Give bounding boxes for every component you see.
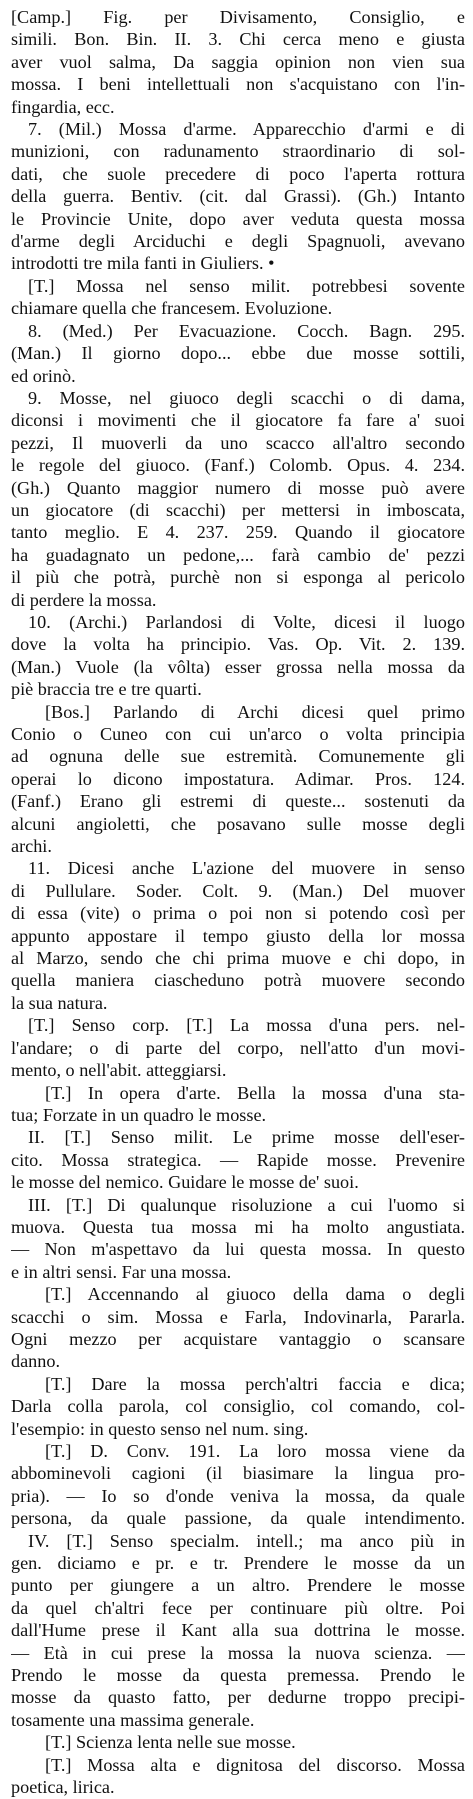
text-line: introdotti tre mila fanti in Giuliers. • bbox=[11, 253, 275, 274]
text-line: tua; Forzate in un quadro le mosse. bbox=[11, 1104, 267, 1125]
text-line: la sua natura. bbox=[11, 992, 108, 1013]
text-line: d'arme degli Arciduchi e degli Spagnuoli, avevano bbox=[11, 231, 465, 252]
text-line: di essa (vite) o prima o poi non si potendo così per bbox=[11, 903, 465, 924]
text-line: muova. Questa tua mossa mi ha molto angustiata. bbox=[11, 1216, 465, 1237]
text-line: — Età in cui prese la mossa la nuova scienza. — bbox=[11, 1642, 465, 1663]
text-line: al Marzo, sendo che chi prima muove e chi dopo, in bbox=[11, 948, 465, 969]
sense-7-heading: 7. (Mil.) Mossa d'arme. Apparecchio d'armi e di bbox=[28, 119, 465, 140]
text-line: ad ognuna delle sue estremità. Comunemente gli bbox=[11, 746, 465, 767]
text-line: un giocatore (di scacchi) per mettersi in imboscata, bbox=[11, 499, 465, 520]
sense-8-heading: 8. (Med.) Per Evacuazione. Cocch. Bagn. 295. bbox=[28, 320, 465, 341]
text-line: pezzi, Il muoverli da uno scacco all'altro secondo bbox=[11, 432, 465, 453]
text-line: il più che potrà, purchè non si esponga al pericolo bbox=[11, 567, 465, 588]
sense-II-heading: II. [T.] Senso milit. Le prime mosse dell'eser- bbox=[28, 1127, 465, 1148]
text-line: [T.] Senso corp. [T.] La mossa d'una pers. nel- bbox=[28, 1015, 465, 1036]
text-line: gen. diciamo e pr. e tr. Prendere le mosse da un bbox=[11, 1553, 465, 1574]
text-line: persona, da quale passione, da quale intendimento. bbox=[11, 1508, 465, 1529]
text-line: della guerra. Bentiv. (cit. dal Grassi). (Gh.) Intanto bbox=[11, 186, 465, 207]
text-line: operai lo dicono impostatura. Adimar. Pros. 124. bbox=[11, 768, 465, 789]
text-line: (Man.) Vuole (la vôlta) esser grossa nella mossa da bbox=[11, 656, 465, 677]
text-line: [T.] In opera d'arte. Bella la mossa d'una sta- bbox=[45, 1082, 465, 1103]
text-line: dall'Hume prese il Kant alla sua dottrina le mosse. bbox=[11, 1620, 465, 1641]
text-line: (Gh.) Quanto maggior numero di mosse può avere bbox=[11, 477, 465, 498]
text-line: (Man.) Il giorno dopo... ebbe due mosse sottili, bbox=[11, 343, 465, 364]
text-line: tosamente una massima generale. bbox=[11, 1709, 255, 1730]
text-line: munizioni, con radunamento straordinario di sol- bbox=[11, 141, 465, 162]
text-line: mento, o nell'abit. atteggiarsi. bbox=[11, 1060, 227, 1081]
text-line: le mosse del nemico. Guidare le mosse de' suoi. bbox=[11, 1172, 359, 1193]
text-line: scacchi o sim. Mossa e Farla, Indovinarla, Pararla. bbox=[11, 1306, 465, 1327]
text-line: aver vuol salma, Da saggia opinion non vien sua bbox=[11, 51, 465, 72]
text-line: (Fanf.) Erano gli estremi di queste... sostenuti da bbox=[11, 791, 465, 812]
text-line: [T.] D. Conv. 191. La loro mossa viene da bbox=[45, 1441, 465, 1461]
text-line: l'andare; o di parte del corpo, nell'atto d'un movi- bbox=[11, 1037, 465, 1058]
text-line: Darla colla parola, col consiglio, col comando, col- bbox=[11, 1396, 465, 1417]
text-line: e in altri sensi. Far una mossa. bbox=[11, 1261, 232, 1282]
text-line: simili. Bon. Bin. II. 3. Chi cerca meno e giusta bbox=[11, 29, 465, 50]
text-line: mossa. I beni intellettuali non s'acquistano con l'in- bbox=[11, 74, 465, 95]
text-line: dove la volta ha principio. Vas. Op. Vit. 2. 139. bbox=[11, 634, 465, 655]
text-line: piè braccia tre e tre quarti. bbox=[11, 679, 202, 700]
text-line: poetica, lirica. bbox=[11, 1777, 115, 1798]
text-line: archi. bbox=[11, 836, 52, 857]
text-line: le regole del giuoco. (Fanf.) Colomb. Opus. 4. 234. bbox=[11, 455, 465, 476]
text-line: alcuni angioletti, che posavano sulle mosse degli bbox=[11, 813, 465, 834]
text-line: [T.] Accennando al giuoco della dama o degli bbox=[45, 1284, 465, 1305]
text-line: [Bos.] Parlando di Archi dicesi quel primo bbox=[45, 701, 465, 722]
sense-III-heading: III. [T.] Di qualunque risoluzione a cui l'uomo si bbox=[28, 1194, 465, 1215]
text-line: danno. bbox=[11, 1351, 60, 1372]
text-line: [T.] Mossa nel senso milit. potrebbesi sovente bbox=[28, 275, 465, 296]
text-line: chiamare quella che francesem. Evoluzione. bbox=[11, 298, 333, 319]
text-line: ha guadagnato un pedone,... farà cambio de' pezzi bbox=[11, 544, 465, 565]
text-line: Conio o Cuneo con cui un'arco o volta principia bbox=[11, 724, 465, 744]
text-line: fingardia, ecc. bbox=[11, 96, 115, 117]
sense-10-heading: 10. (Archi.) Parlandosi di Volte, dicesi il luogo bbox=[28, 611, 465, 632]
text-line: [T.] Dare la mossa perch'altri faccia e dica; bbox=[45, 1373, 465, 1394]
text-line: — Non m'aspettavo da lui questa mossa. In questo bbox=[11, 1239, 465, 1260]
text-line: ed orinò. bbox=[11, 365, 76, 386]
text-line: tanto meglio. E 4. 237. 259. Quando il giocatore bbox=[11, 522, 465, 543]
text-line: diconsi i movimenti che il giocatore fa fare a' suoi bbox=[11, 410, 465, 431]
sense-9-heading: 9. Mosse, nel giuoco degli scacchi o di dama, bbox=[28, 387, 465, 408]
text-line: da quel ch'altri fece per continuare più oltre. Poi bbox=[11, 1597, 465, 1618]
text-line: pria). — Io so d'onde veniva la mossa, da quale bbox=[11, 1485, 465, 1506]
text-line: appunto appostare il tempo giusto della lor mossa bbox=[11, 925, 465, 946]
text-line: di Pullulare. Soder. Colt. 9. (Man.) Del muover bbox=[11, 880, 465, 901]
text-line: di perdere la mossa. bbox=[11, 589, 157, 610]
text-line: dati, che suole precedere di poco l'aperta rottura bbox=[11, 163, 465, 184]
text-line: quella maniera ciascheduno potrà muovere secondo bbox=[11, 970, 465, 991]
text-line: Ogni mezzo per acquistare vantaggio o scansare bbox=[11, 1328, 465, 1349]
sense-11-heading: 11. Dicesi anche L'azione del muovere in senso bbox=[28, 858, 465, 879]
text-line: abbominevoli cagioni (il biasimare la lingua pro- bbox=[11, 1463, 465, 1484]
sense-IV-heading: IV. [T.] Senso specialm. intell.; ma anco più in bbox=[28, 1530, 465, 1551]
text-line: Prendo le mosse da questa premessa. Prendo le bbox=[11, 1665, 465, 1686]
text-line: [Camp.] Fig. per Divisamento, Consiglio, e bbox=[11, 7, 465, 27]
text-line: [T.] Scienza lenta nelle sue mosse. bbox=[45, 1732, 296, 1753]
text-line: mosse da quasto fatto, per dedurne troppo precipi- bbox=[11, 1687, 465, 1708]
text-line: le Provincie Unite, dopo aver veduta questa mossa bbox=[11, 208, 465, 229]
text-line: [T.] Mossa alta e dignitosa del discorso. Mossa bbox=[45, 1754, 465, 1775]
text-line: punto per giungere a un altro. Prendere le mosse bbox=[11, 1575, 465, 1596]
text-line: cito. Mossa strategica. — Rapide mosse. Prevenire bbox=[11, 1149, 465, 1170]
text-line: l'esempio: in questo senso nel num. sing. bbox=[11, 1418, 309, 1439]
